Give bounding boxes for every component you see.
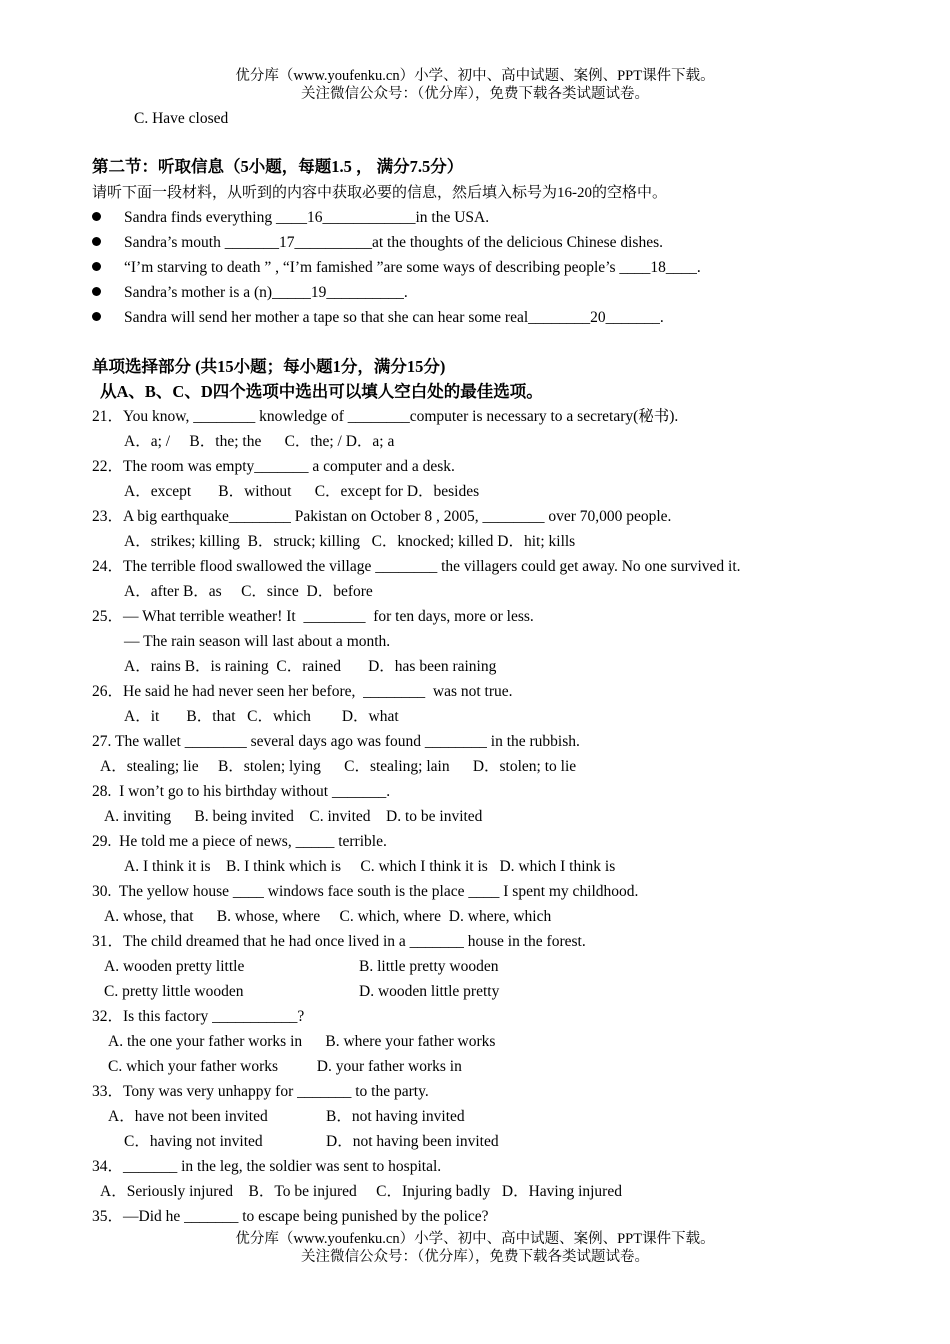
question-30-options: A. whose, that B. whose, where C. which, where D. where, which <box>104 908 552 925</box>
question-31-option-d: D. wooden little pretty <box>359 983 500 1000</box>
info-item-18: “I’m starving to death ” , “I’m famished ”are some ways of describing people’s ____18____. <box>124 259 701 276</box>
question-33-option-d: D．not having been invited <box>326 1133 499 1150</box>
mc-section-subtitle: 从A、B、C、D四个选项中选出可以填人空白处的最佳选项。 <box>100 382 543 401</box>
question-26-options: A．it B．that C．which D．what <box>124 708 399 725</box>
bullet-icon <box>92 262 101 271</box>
question-32: 32．Is this factory ___________? <box>92 1008 305 1025</box>
question-23-options: A．strikes; killing B．struck; killing C．knocked; killed D．hit; kills <box>124 533 576 550</box>
page-header-line-1: 优分库（www.youfenku.cn）小学、初中、高中试题、案例、PPT课件下载。 <box>235 68 715 84</box>
bullet-icon <box>92 312 101 321</box>
question-33-option-c: C．having not invited <box>124 1133 263 1150</box>
question-32-options-cd: C. which your father works D. your father works in <box>108 1058 462 1075</box>
bullet-icon <box>92 212 101 221</box>
info-item-19: Sandra’s mother is a (n)_____19__________. <box>124 284 408 301</box>
question-29: 29. He told me a piece of news, _____ terrible. <box>92 833 387 850</box>
question-31-option-b: B. little pretty wooden <box>359 958 499 975</box>
question-29-options: A. I think it is B. I think which is C. which I think it is D. which I think is <box>124 858 616 875</box>
question-28-options: A. inviting B. being invited C. invited D. to be invited <box>104 808 483 825</box>
question-30: 30. The yellow house ____ windows face south is the place ____ I spent my childhood. <box>92 883 639 900</box>
page-footer-line-2: 关注微信公众号：（优分库），免费下载各类试题试卷。 <box>301 1249 649 1265</box>
question-33: 33．Tony was very unhappy for _______ to the party. <box>92 1083 429 1100</box>
bullet-icon <box>92 237 101 246</box>
question-25: 25．— What terrible weather! It ________ for ten days, more or less. <box>92 608 534 625</box>
question-26: 26．He said he had never seen her before, ________ was not true. <box>92 683 513 700</box>
info-item-17: Sandra’s mouth _______17__________at the thoughts of the delicious Chinese dishes. <box>124 234 664 251</box>
question-21: 21．You know, ________ knowledge of ________computer is necessary to a secretary(秘书). <box>92 408 679 425</box>
question-31-option-c: C. pretty little wooden <box>104 983 244 1000</box>
question-23: 23．A big earthquake________ Pakistan on October 8 , 2005, ________ over 70,000 people. <box>92 508 672 525</box>
question-22-options: A．except B．without C．except for D．besides <box>124 483 480 500</box>
page-header-line-2: 关注微信公众号：（优分库），免费下载各类试题试卷。 <box>301 86 649 102</box>
question-31-option-a: A. wooden pretty little <box>104 958 245 975</box>
question-35: 35．—Did he _______ to escape being punished by the police? <box>92 1208 489 1225</box>
question-32-options-ab: A. the one your father works in B. where your father works <box>108 1033 496 1050</box>
question-21-options: A．a; / B．the; the C．the; / D．a; a <box>124 433 395 450</box>
section2-title: 第二节：听取信息（5小题，每题1.5 ， 满分7.5分） <box>92 157 464 176</box>
question-27: 27. The wallet ________ several days ago was found ________ in the rubbish. <box>92 733 580 750</box>
question-27-options: A．stealing; lie B．stolen; lying C．stealing; lain D．stolen; to lie <box>100 758 577 775</box>
info-item-16: Sandra finds everything ____16____________in the USA. <box>124 209 490 226</box>
question-34-options: A．Seriously injured B．To be injured C．Injuring badly D．Having injured <box>100 1183 622 1200</box>
bullet-icon <box>92 287 101 296</box>
mc-section-title: 单项选择部分 (共15小题；每小题1分，满分15分) <box>92 357 446 376</box>
question-31: 31．The child dreamed that he had once lived in a _______ house in the forest. <box>92 933 586 950</box>
info-item-20: Sandra will send her mother a tape so that she can hear some real________20_______. <box>124 309 664 326</box>
carryover-option: C. Have closed <box>134 110 229 127</box>
page-footer-line-1: 优分库（www.youfenku.cn）小学、初中、高中试题、案例、PPT课件下载。 <box>235 1231 715 1247</box>
question-24: 24．The terrible flood swallowed the village ________ the villagers could get away. No one survived it. <box>92 558 741 575</box>
question-22: 22．The room was empty_______ a computer and a desk. <box>92 458 455 475</box>
question-33-option-a: A．have not been invited <box>108 1108 268 1125</box>
question-34: 34．_______ in the leg, the soldier was sent to hospital. <box>92 1158 442 1175</box>
question-33-option-b: B．not having invited <box>326 1108 465 1125</box>
question-24-options: A．after B．as C．since D．before <box>124 583 373 600</box>
question-28: 28. I won’t go to his birthday without _______. <box>92 783 391 800</box>
question-25-options: A．rains B．is raining C．rained D．has been raining <box>124 658 497 675</box>
section2-instruction: 请听下面一段材料，从听到的内容中获取必要的信息，然后填入标号为16-20的空格中。 <box>92 185 667 201</box>
question-25-reply: — The rain season will last about a month. <box>124 633 391 650</box>
